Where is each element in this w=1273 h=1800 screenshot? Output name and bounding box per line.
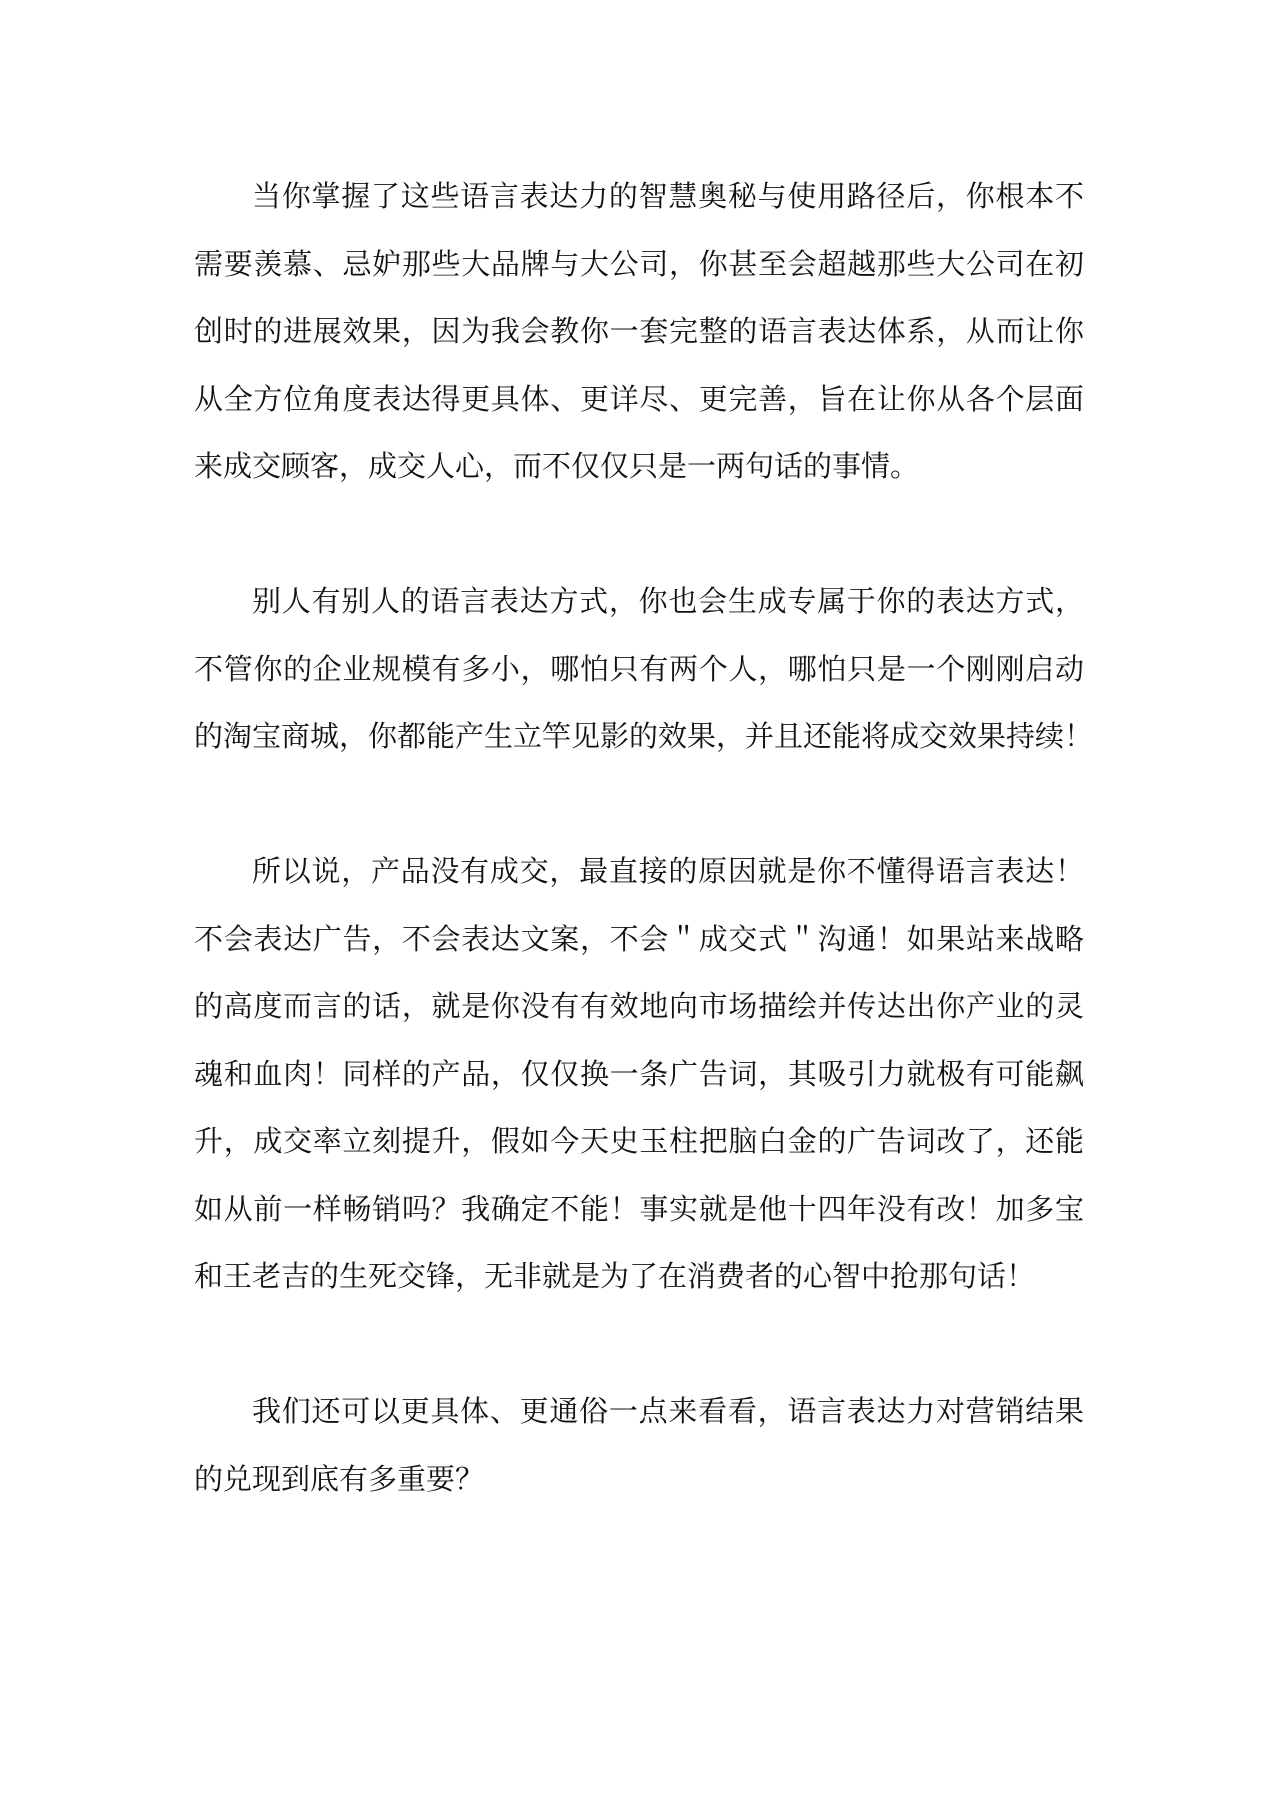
paragraph-line: 不会表达广告，不会表达文案，不会＂成交式＂沟通！如果站来战略: [194, 921, 1084, 956]
paragraph-line: 如从前一样畅销吗？我确定不能！事实就是他十四年没有改！加多宝: [194, 1191, 1084, 1226]
paragraph-2: [194, 568, 1094, 771]
paragraph-line: 需要羡慕、忌妒那些大品牌与大公司，你甚至会超越那些大公司在初: [194, 246, 1084, 281]
paragraph-line: 的淘宝商城，你都能产生立竿见影的效果，并且还能将成交效果持续！: [194, 719, 1094, 753]
paragraph-4: [194, 1378, 1084, 1513]
body-text: [194, 163, 1094, 1513]
paragraph-line: 所以说，产品没有成交，最直接的原因就是你不懂得语言表达！: [252, 854, 1084, 888]
paragraph-line: 魂和血肉！同样的产品，仅仅换一条广告词，其吸引力就极有可能飙: [194, 1056, 1084, 1091]
paragraph-1: [194, 163, 1084, 501]
paragraph-line: 创时的进展效果，因为我会教你一套完整的语言表达体系，从而让你: [194, 314, 1084, 348]
paragraph-line: 不管你的企业规模有多小，哪怕只有两个人，哪怕只是一个刚刚启动: [194, 651, 1084, 686]
paragraph-line: 我们还可以更具体、更通俗一点来看看，语言表达力对营销结果: [252, 1394, 1084, 1428]
paragraph-line: 来成交顾客，成交人心，而不仅仅只是一两句话的事情。: [194, 449, 920, 483]
paragraph-3: [194, 838, 1084, 1311]
paragraph-line: 从全方位角度表达得更具体、更详尽、更完善，旨在让你从各个层面: [194, 381, 1084, 416]
paragraph-line: 和王老吉的生死交锋，无非就是为了在消费者的心智中抢那句话！: [194, 1259, 1036, 1293]
paragraph-line: 的兑现到底有多重要？: [194, 1461, 485, 1496]
paragraph-line: 别人有别人的语言表达方式，你也会生成专属于你的表达方式，: [252, 584, 1084, 618]
paragraph-line: 当你掌握了这些语言表达力的智慧奥秘与使用路径后，你根本不: [252, 179, 1084, 213]
paragraph-line: 的高度而言的话，就是你没有有效地向市场描绘并传达出你产业的灵: [194, 989, 1084, 1023]
paragraph-line: 升，成交率立刻提升，假如今天史玉柱把脑白金的广告词改了，还能: [194, 1124, 1084, 1158]
